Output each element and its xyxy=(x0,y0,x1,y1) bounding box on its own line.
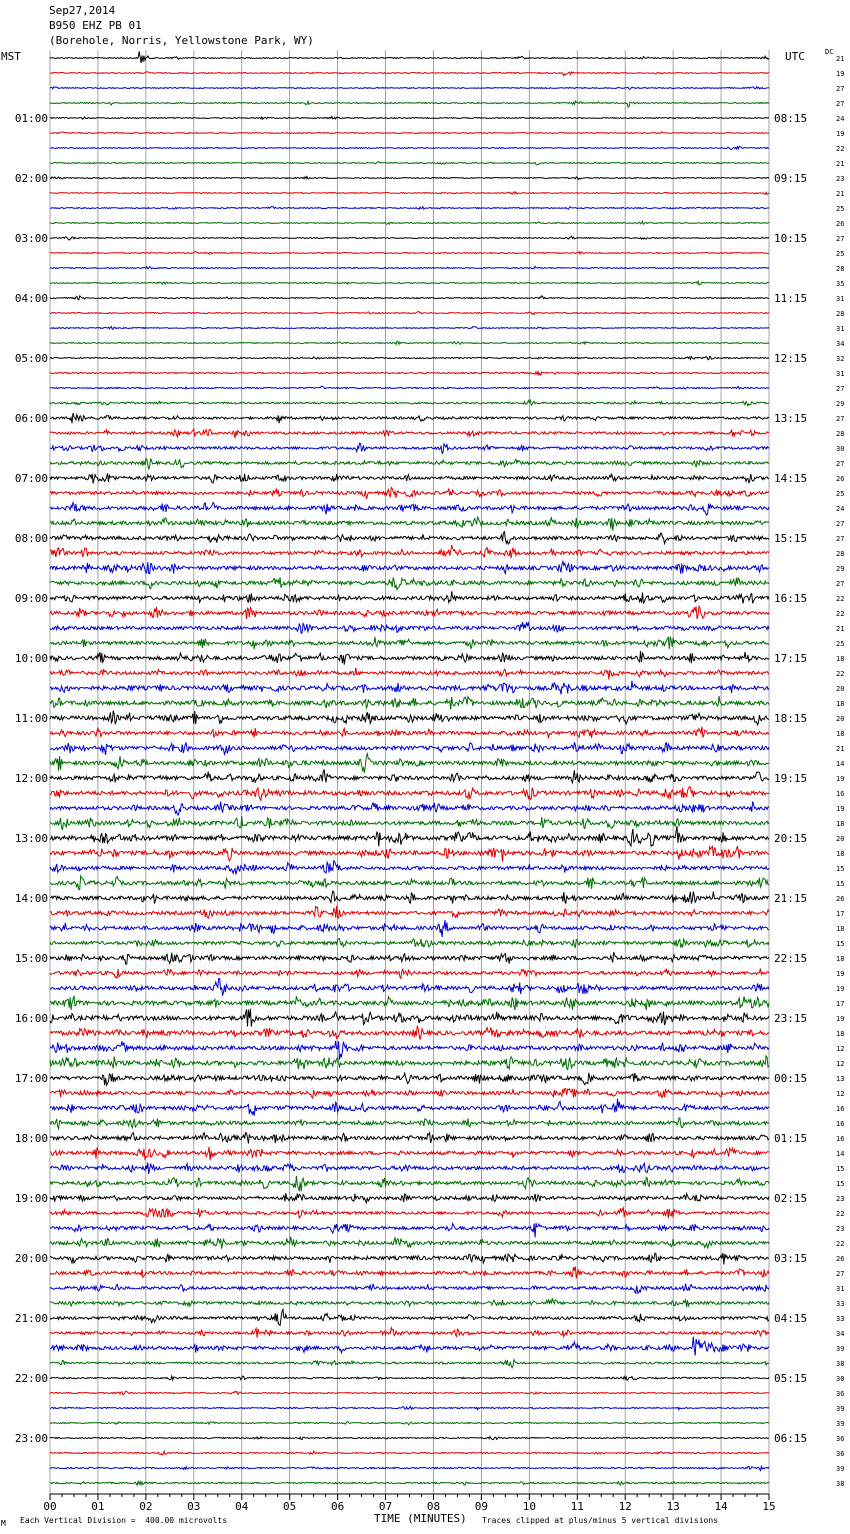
trace-10:30 xyxy=(50,681,769,695)
utc-hour-label: 17:15 xyxy=(774,652,808,665)
x-tick-label: 06 xyxy=(330,1500,345,1513)
dc-offset: 39 xyxy=(836,1420,845,1428)
chart-location: (Borehole, Norris, Yellowstone Park, WY) xyxy=(49,34,314,47)
dc-offset: 23 xyxy=(836,1225,845,1233)
x-tick-label: 10 xyxy=(522,1500,536,1513)
trace-05:00 xyxy=(50,357,769,360)
grid-lines xyxy=(50,50,769,1494)
dc-offset: 17 xyxy=(836,910,845,918)
trace-03:00 xyxy=(50,236,769,240)
utc-hour-label: 21:15 xyxy=(774,892,808,905)
x-tick-label: 00 xyxy=(43,1500,57,1513)
trace-22:30 xyxy=(50,1407,769,1410)
dc-offset: 28 xyxy=(836,265,845,273)
dc-offset: 23 xyxy=(836,175,845,183)
dc-offset: 27 xyxy=(836,385,845,393)
trace-07:45 xyxy=(50,517,769,531)
trace-20:30 xyxy=(50,1284,769,1294)
dc-offset: 34 xyxy=(836,340,845,348)
utc-hour-label: 06:15 xyxy=(774,1432,808,1445)
trace-13:45 xyxy=(50,876,769,890)
trace-15:15 xyxy=(50,969,769,979)
mst-hour-label: 06:00 xyxy=(14,412,48,425)
mst-hour-label: 13:00 xyxy=(14,832,48,845)
x-tick-label: 12 xyxy=(618,1500,632,1513)
utc-hour-label: 08:15 xyxy=(774,112,808,125)
dc-offset: 35 xyxy=(836,280,845,288)
mst-hour-label: 10:00 xyxy=(14,652,48,665)
dc-offset: 39 xyxy=(836,1465,845,1473)
dc-offset: 19 xyxy=(836,775,845,783)
dc-offset: 16 xyxy=(836,790,845,798)
trace-12:15 xyxy=(50,787,769,801)
dc-offset: 18 xyxy=(836,655,845,663)
dc-offset: 15 xyxy=(836,1165,845,1173)
trace-11:30 xyxy=(50,742,769,755)
dc-offset: 25 xyxy=(836,250,845,258)
dc-offset: 27 xyxy=(836,580,845,588)
trace-00:15 xyxy=(50,72,769,76)
dc-offset: 26 xyxy=(836,220,845,228)
scale-note: Each Vertical Division = 400.00 microvolts xyxy=(20,1516,228,1525)
dc-offset: 18 xyxy=(836,1030,845,1038)
utc-hour-label: 16:15 xyxy=(774,592,808,605)
x-tick-label: 03 xyxy=(187,1500,201,1513)
utc-hour-label: 18:15 xyxy=(774,712,808,725)
trace-08:15 xyxy=(50,545,769,558)
dc-offset: 39 xyxy=(836,1405,845,1413)
utc-label: UTC xyxy=(785,50,805,63)
trace-08:00 xyxy=(50,532,769,544)
dc-offset: 26 xyxy=(836,475,845,483)
trace-22:15 xyxy=(50,1391,769,1395)
mst-hour-label: 04:00 xyxy=(14,292,48,305)
dc-offset: 22 xyxy=(836,595,845,603)
dc-offset: 19 xyxy=(836,970,845,978)
x-axis-title: TIME (MINUTES) xyxy=(374,1512,467,1525)
utc-hour-label: 03:15 xyxy=(774,1252,808,1265)
dc-offset: 21 xyxy=(836,190,845,198)
dc-offset-labels xyxy=(836,55,844,1488)
dc-offset: 19 xyxy=(836,985,845,993)
x-tick-label: 11 xyxy=(570,1500,584,1513)
utc-hour-label: 19:15 xyxy=(774,772,808,785)
dc-offset: 12 xyxy=(836,1045,845,1053)
mst-hour-label: 03:00 xyxy=(14,232,48,245)
mst-hour-label: 14:00 xyxy=(14,892,48,905)
dc-offset: 36 xyxy=(836,1435,845,1443)
x-tick-label: 07 xyxy=(378,1500,393,1513)
trace-17:15 xyxy=(50,1089,769,1099)
trace-20:45 xyxy=(50,1298,769,1307)
dc-offset: 17 xyxy=(836,1000,845,1008)
dc-offset: 31 xyxy=(836,370,845,378)
dc-offset: 13 xyxy=(836,1075,845,1083)
trace-04:45 xyxy=(50,341,769,344)
dc-offset: 34 xyxy=(836,1330,845,1338)
dc-offset: 18 xyxy=(836,850,845,858)
mst-hour-label: 18:00 xyxy=(14,1132,48,1145)
trace-01:45 xyxy=(50,162,769,165)
trace-00:00 xyxy=(50,51,769,63)
trace-05:45 xyxy=(50,400,769,406)
dc-offset: 29 xyxy=(836,400,845,408)
x-tick-label: 14 xyxy=(714,1500,728,1513)
trace-12:30 xyxy=(50,802,769,815)
trace-02:00 xyxy=(50,177,769,180)
utc-hour-label: 05:15 xyxy=(774,1372,808,1385)
dc-offset: 16 xyxy=(836,1120,845,1128)
x-tick-label: 04 xyxy=(235,1500,249,1513)
dc-offset: 25 xyxy=(836,640,845,648)
mst-label: MST xyxy=(1,50,21,63)
utc-hour-label: 09:15 xyxy=(774,172,808,185)
dc-offset: 15 xyxy=(836,1180,845,1188)
trace-13:00 xyxy=(50,826,769,846)
dc-label: DC xyxy=(825,48,834,56)
trace-01:15 xyxy=(50,132,769,134)
mst-hour-label: 23:00 xyxy=(14,1432,48,1445)
trace-18:00 xyxy=(50,1133,769,1144)
trace-04:15 xyxy=(50,312,769,315)
trace-21:15 xyxy=(50,1328,769,1338)
trace-01:30 xyxy=(50,146,769,149)
trace-07:00 xyxy=(50,473,769,483)
trace-23:00 xyxy=(50,1437,769,1440)
dc-offset: 27 xyxy=(836,85,845,93)
dc-offset: 14 xyxy=(836,1150,845,1158)
x-tick-label: 01 xyxy=(91,1500,105,1513)
dc-offset: 39 xyxy=(836,1345,845,1353)
trace-09:00 xyxy=(50,591,769,603)
trace-12:00 xyxy=(50,770,769,783)
utc-hour-label: 10:15 xyxy=(774,232,808,245)
dc-offset: 38 xyxy=(836,1360,845,1368)
x-tick-label: 08 xyxy=(426,1500,441,1513)
x-tick-label: 02 xyxy=(139,1500,153,1513)
trace-15:30 xyxy=(50,979,769,996)
dc-offset: 27 xyxy=(836,100,845,108)
dc-offset: 26 xyxy=(836,895,845,903)
trace-17:30 xyxy=(50,1099,769,1116)
dc-offset: 20 xyxy=(836,835,845,843)
trace-15:00 xyxy=(50,952,769,964)
dc-offset: 27 xyxy=(836,1270,845,1278)
dc-offset: 19 xyxy=(836,1015,845,1023)
dc-offset: 33 xyxy=(836,1315,845,1323)
mst-hour-label: 02:00 xyxy=(14,172,48,185)
dc-offset: 16 xyxy=(836,1105,845,1113)
dc-offset: 27 xyxy=(836,415,845,423)
trace-02:15 xyxy=(50,192,769,195)
trace-17:00 xyxy=(50,1073,769,1085)
dc-offset: 33 xyxy=(836,1300,845,1308)
mst-hour-label: 12:00 xyxy=(14,772,48,785)
dc-offset: 15 xyxy=(836,940,845,948)
chart-station: B950 EHZ PB 01 xyxy=(49,19,142,32)
dc-offset: 14 xyxy=(836,760,845,768)
trace-08:30 xyxy=(50,562,769,574)
utc-hour-label: 20:15 xyxy=(774,832,808,845)
dc-offset: 26 xyxy=(836,1255,845,1263)
trace-11:15 xyxy=(50,727,769,739)
x-tick-label: 15 xyxy=(762,1500,776,1513)
dc-offset: 25 xyxy=(836,205,845,213)
left-hour-labels xyxy=(15,112,48,1445)
dc-offset: 22 xyxy=(836,145,845,153)
trace-23:15 xyxy=(50,1451,769,1455)
trace-01:00 xyxy=(50,116,769,119)
trace-10:45 xyxy=(50,696,769,710)
dc-offset: 21 xyxy=(836,55,845,63)
trace-02:45 xyxy=(50,221,769,224)
mst-hour-label: 19:00 xyxy=(14,1192,48,1205)
dc-offset: 22 xyxy=(836,610,845,618)
trace-19:30 xyxy=(50,1223,769,1238)
trace-18:45 xyxy=(50,1176,769,1191)
trace-14:15 xyxy=(50,906,769,919)
dc-offset: 31 xyxy=(836,325,845,333)
dc-offset: 21 xyxy=(836,625,845,633)
dc-offset: 28 xyxy=(836,550,845,558)
dc-offset: 18 xyxy=(836,820,845,828)
dc-offset: 36 xyxy=(836,1390,845,1398)
dc-offset: 18 xyxy=(836,925,845,933)
trace-22:00 xyxy=(50,1376,769,1380)
trace-17:45 xyxy=(50,1118,769,1129)
dc-offset: 30 xyxy=(836,1375,845,1383)
footer-mark: M xyxy=(1,1519,6,1528)
trace-16:30 xyxy=(50,1041,769,1060)
mst-hour-label: 20:00 xyxy=(14,1252,48,1265)
trace-11:45 xyxy=(50,754,769,773)
trace-23:30 xyxy=(50,1466,769,1470)
mst-hour-label: 15:00 xyxy=(14,952,48,965)
mst-hour-label: 09:00 xyxy=(14,592,48,605)
trace-02:30 xyxy=(50,207,769,210)
trace-19:15 xyxy=(50,1208,769,1219)
chart-date: Sep27,2014 xyxy=(49,4,116,17)
trace-10:15 xyxy=(50,668,769,680)
dc-offset: 24 xyxy=(836,505,845,513)
trace-13:30 xyxy=(50,861,769,875)
dc-offset: 15 xyxy=(836,880,845,888)
trace-13:15 xyxy=(50,846,769,862)
trace-06:00 xyxy=(50,413,769,423)
dc-offset: 36 xyxy=(836,1450,845,1458)
utc-hour-label: 11:15 xyxy=(774,292,808,305)
trace-09:45 xyxy=(50,637,769,650)
trace-00:45 xyxy=(50,101,769,107)
x-tick-label: 05 xyxy=(283,1500,297,1513)
trace-12:45 xyxy=(50,816,769,830)
dc-offset: 21 xyxy=(836,160,845,168)
dc-offset: 31 xyxy=(836,295,845,303)
trace-16:00 xyxy=(50,1009,769,1027)
seismic-traces xyxy=(50,51,769,1485)
dc-offset: 12 xyxy=(836,1060,845,1068)
trace-14:30 xyxy=(50,920,769,937)
x-axis xyxy=(43,1494,775,1513)
dc-offset: 27 xyxy=(836,520,845,528)
x-tick-label: 09 xyxy=(474,1500,489,1513)
dc-offset: 31 xyxy=(836,1285,845,1293)
trace-09:30 xyxy=(50,622,769,633)
trace-20:15 xyxy=(50,1266,769,1278)
trace-06:15 xyxy=(50,429,769,438)
right-hour-labels xyxy=(774,112,807,1445)
dc-offset: 27 xyxy=(836,460,845,468)
dc-offset: 19 xyxy=(836,130,845,138)
trace-03:45 xyxy=(50,281,769,285)
dc-offset: 12 xyxy=(836,1090,845,1098)
trace-08:45 xyxy=(50,577,769,590)
trace-16:15 xyxy=(50,1026,769,1039)
mst-hour-label: 21:00 xyxy=(14,1312,48,1325)
trace-06:45 xyxy=(50,458,769,469)
utc-hour-label: 02:15 xyxy=(774,1192,808,1205)
trace-14:00 xyxy=(50,891,769,904)
mst-hour-label: 16:00 xyxy=(14,1012,48,1025)
trace-09:15 xyxy=(50,606,769,619)
mst-hour-label: 01:00 xyxy=(14,112,48,125)
trace-06:30 xyxy=(50,443,769,453)
dc-offset: 22 xyxy=(836,1210,845,1218)
mst-hour-label: 08:00 xyxy=(14,532,48,545)
clip-note: Traces clipped at plus/minus 5 vertical divisions xyxy=(482,1516,719,1525)
dc-offset: 28 xyxy=(836,430,845,438)
trace-07:15 xyxy=(50,488,769,499)
dc-offset: 24 xyxy=(836,115,845,123)
dc-offset: 21 xyxy=(836,745,845,753)
utc-hour-label: 00:15 xyxy=(774,1072,808,1085)
trace-21:45 xyxy=(50,1360,769,1368)
dc-offset: 23 xyxy=(836,1195,845,1203)
dc-offset: 28 xyxy=(836,310,845,318)
trace-00:30 xyxy=(50,87,769,90)
mst-hour-label: 17:00 xyxy=(14,1072,48,1085)
dc-offset: 20 xyxy=(836,715,845,723)
trace-19:45 xyxy=(50,1237,769,1249)
dc-offset: 18 xyxy=(836,955,845,963)
utc-hour-label: 22:15 xyxy=(774,952,808,965)
dc-offset: 32 xyxy=(836,355,845,363)
trace-19:00 xyxy=(50,1193,769,1203)
mst-hour-label: 22:00 xyxy=(14,1372,48,1385)
utc-hour-label: 13:15 xyxy=(774,412,808,425)
dc-offset: 18 xyxy=(836,700,845,708)
trace-23:45 xyxy=(50,1481,769,1485)
trace-10:00 xyxy=(50,651,769,665)
dc-offset: 16 xyxy=(836,1135,845,1143)
trace-05:30 xyxy=(50,386,769,389)
trace-04:00 xyxy=(50,296,769,300)
dc-offset: 27 xyxy=(836,535,845,543)
trace-22:45 xyxy=(50,1422,769,1425)
trace-18:15 xyxy=(50,1147,769,1161)
x-tick-label: 13 xyxy=(666,1500,680,1513)
dc-offset: 18 xyxy=(836,730,845,738)
dc-offset: 19 xyxy=(836,70,845,78)
dc-offset: 20 xyxy=(836,685,845,693)
trace-03:15 xyxy=(50,252,769,255)
dc-offset: 27 xyxy=(836,235,845,243)
trace-14:45 xyxy=(50,939,769,948)
dc-offset: 15 xyxy=(836,865,845,873)
trace-07:30 xyxy=(50,503,769,516)
trace-21:30 xyxy=(50,1337,769,1356)
dc-offset: 30 xyxy=(836,445,845,453)
trace-03:30 xyxy=(50,266,769,269)
trace-04:30 xyxy=(50,327,769,330)
trace-18:30 xyxy=(50,1163,769,1174)
utc-hour-label: 01:15 xyxy=(774,1132,808,1145)
dc-offset: 22 xyxy=(836,1240,845,1248)
dc-offset: 22 xyxy=(836,670,845,678)
trace-21:00 xyxy=(50,1310,769,1326)
mst-hour-label: 05:00 xyxy=(14,352,48,365)
mst-hour-label: 11:00 xyxy=(14,712,48,725)
trace-20:00 xyxy=(50,1253,769,1265)
dc-offset: 19 xyxy=(836,805,845,813)
dc-offset: 25 xyxy=(836,490,845,498)
mst-hour-label: 07:00 xyxy=(14,472,48,485)
utc-hour-label: 14:15 xyxy=(774,472,808,485)
trace-15:45 xyxy=(50,996,769,1010)
dc-offset: 38 xyxy=(836,1480,845,1488)
trace-11:00 xyxy=(50,711,769,725)
utc-hour-label: 12:15 xyxy=(774,352,808,365)
trace-05:15 xyxy=(50,372,769,376)
utc-hour-label: 23:15 xyxy=(774,1012,808,1025)
utc-hour-label: 04:15 xyxy=(774,1312,808,1325)
utc-hour-label: 15:15 xyxy=(774,532,808,545)
trace-16:45 xyxy=(50,1056,769,1070)
dc-offset: 29 xyxy=(836,565,845,573)
